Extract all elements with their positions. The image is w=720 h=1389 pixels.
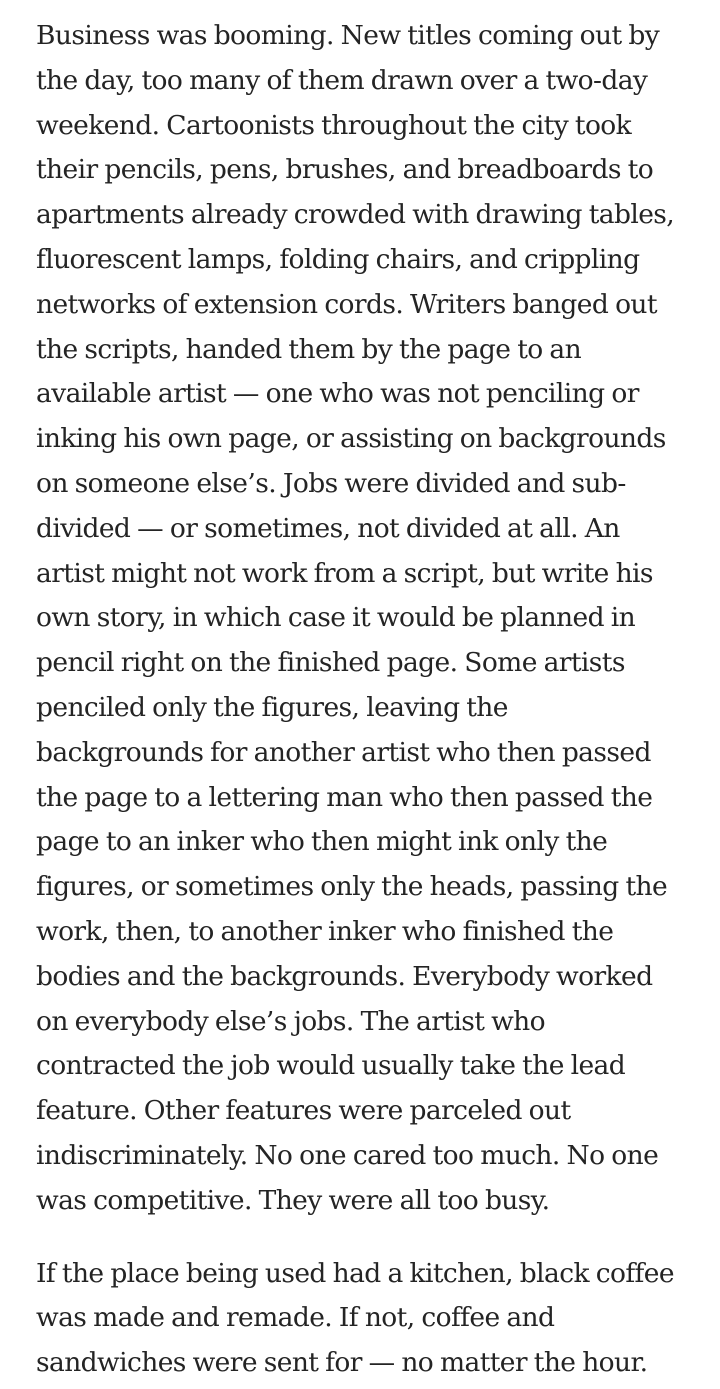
text-line: was competitive. They were all too busy. — [36, 1184, 550, 1216]
text-line: indiscriminately. No one cared too much. No one — [36, 1139, 659, 1171]
text-line: page to an inker who then might ink only the — [36, 826, 608, 858]
text-line: fluorescent lamps, folding chairs, and crippling — [36, 243, 640, 275]
paragraph-spacer — [36, 1224, 696, 1252]
paragraph-1 — [36, 14, 696, 1224]
paragraph-2 — [36, 1252, 696, 1386]
text-line: inking his own page, or assisting on backgrounds — [36, 423, 666, 455]
text-line: networks of extension cords. Writers banged out — [36, 288, 657, 320]
text-line: their pencils, pens, brushes, and breadboards to — [36, 154, 654, 186]
text-line: own story, in which case it would be planned in — [36, 602, 636, 634]
article-body — [36, 14, 696, 1386]
text-line: contracted the job would usually take the lead — [36, 1050, 626, 1082]
text-line: available artist — one who was not penciling or — [36, 378, 639, 410]
text-line: on someone else’s. Jobs were divided and sub- — [36, 467, 626, 499]
text-line: If the place being used had a kitchen, black coffee — [36, 1257, 674, 1289]
text-line: work, then, to another inker who finished the — [36, 915, 614, 947]
text-line: figures, or sometimes only the heads, passing the — [36, 871, 668, 903]
text-line: backgrounds for another artist who then passed — [36, 736, 651, 768]
text-line: the scripts, handed them by the page to an — [36, 333, 582, 365]
text-line: Business was booming. New titles coming out by — [36, 20, 660, 51]
text-line: bodies and the backgrounds. Everybody worked — [36, 960, 653, 992]
text-line: divided — or sometimes, not divided at all. An — [36, 512, 620, 544]
text-line: pencil right on the finished page. Some artists — [36, 647, 625, 679]
text-line: was made and remade. If not, coffee and — [36, 1302, 555, 1334]
text-line: the day, too many of them drawn over a two-day — [36, 64, 648, 96]
text-line: artist might not work from a script, but write his — [36, 557, 653, 589]
text-line: feature. Other features were parceled out — [36, 1095, 571, 1127]
text-line: sandwiches were sent for — no matter the hour. — [36, 1347, 648, 1379]
text-line: apartments already crowded with drawing tables, — [36, 199, 675, 231]
text-line: penciled only the figures, leaving the — [36, 691, 508, 723]
text-line: the page to a lettering man who then passed the — [36, 781, 653, 813]
text-line: on everybody else’s jobs. The artist who — [36, 1005, 545, 1037]
text-line: weekend. Cartoonists throughout the city took — [36, 109, 632, 141]
